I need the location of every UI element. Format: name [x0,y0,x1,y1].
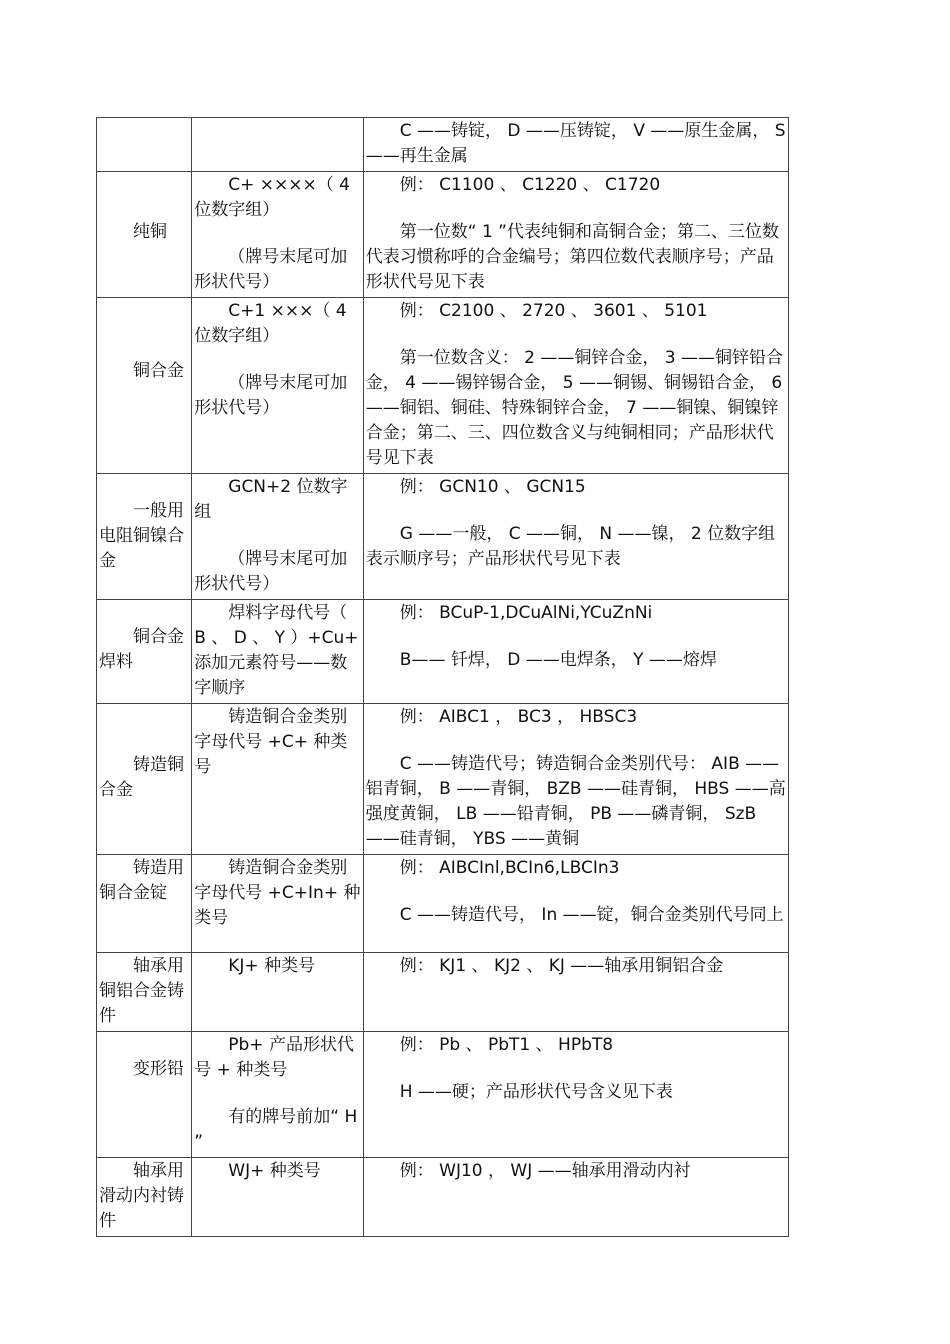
table-row [97,298,789,474]
material-name-cell [97,298,192,474]
designation-format-cell [192,1032,363,1158]
material-name: 铸造铜合金 [99,755,184,800]
material-name: 变形铅 [133,1059,184,1079]
table-row [97,474,789,600]
format-text: Pb+ 产品形状代号 + 种类号 [194,1035,354,1080]
example-text: 例： C1100 、 C1220 、 C1720 [399,175,661,195]
example-explanation: 第一位数含义： 2 ——铜锌合金， 3 ——铜锌铅合金， 4 ——锡锌锡合金， 5 ——铜锡、铜锡铅合金， 6 ——铜铝、铜硅、特殊铜锌合金， 7 ——铜镍、铜镍锌合金；第二、三、四位数含义与纯铜相同；产品形状代号见下表 [365,348,783,468]
example-explanation: B—— 钎焊， D ——电焊条， Y ——熔焊 [399,650,717,670]
example-text: 例： BCuP-1,DCuAlNi,YCuZnNi [399,603,653,623]
designation-format-cell [192,1158,363,1237]
format-note: （牌号末尾可加形状代号） [194,247,348,292]
material-name: 铸造用铜合金锭 [99,858,184,903]
format-text: C+1 ×××（ 4 位数字组） [194,301,347,346]
example-text: 例： GCN10 、 GCN15 [399,477,586,497]
format-note: （牌号末尾可加形状代号） [194,373,348,418]
material-name-cell [97,118,192,172]
format-text: WJ+ 种类号 [228,1161,321,1181]
table-row [97,855,789,953]
designation-format-cell [192,172,363,298]
format-text: C+ ××××（ 4 位数字组） [194,175,350,220]
material-name: 铜合金焊料 [99,627,184,672]
designation-format-cell [192,704,363,855]
material-name-cell [97,600,192,704]
format-text: 焊料字母代号（ B 、 D 、 Y ）+Cu+ 添加元素符号——数字顺序 [194,603,359,698]
example-text: 例： AIBCInl,BCIn6,LBCIn3 [399,858,620,878]
example-explanation: H ——硬；产品形状代号含义见下表 [399,1082,673,1102]
example-cell [363,1158,788,1237]
example-text: C ——铸锭， D ——压铸锭， V ——原生金属， S ——再生金属 [365,121,786,166]
example-cell [363,172,788,298]
example-cell [363,855,788,953]
example-cell [363,1032,788,1158]
example-text: 例： WJ10 ， WJ ——轴承用滑动内衬 [399,1161,691,1181]
format-text: KJ+ 种类号 [228,956,316,976]
example-cell [363,474,788,600]
material-name: 一般用电阻铜镍合金 [99,501,184,571]
example-cell [363,953,788,1032]
format-text: 铸造铜合金类别字母代号 +C+ 种类号 [194,707,348,777]
example-explanation: G ——一般， C ——铜， N ——镍， 2 位数字组表示顺序号；产品形状代号见下表 [365,524,776,569]
example-cell [363,298,788,474]
example-text: 例： KJ1 、 KJ2 、 KJ ——轴承用铜铝合金 [399,956,724,976]
example-explanation: C ——铸造代号；铸造铜合金类别代号： AIB ——铝青铜， B ——青铜， BZB ——硅青铜， HBS ——高强度黄铜， LB ——铅青铜， PB ——磷青铜， SzB ——硅青铜， YBS ——黄铜 [365,754,786,849]
example-explanation: C ——铸造代号， In ——锭，铜合金类别代号同上 [399,905,784,925]
designation-format-cell [192,855,363,953]
table-row [97,600,789,704]
example-text: 例： C2100 、 2720 、 3601 、 5101 [399,301,708,321]
table-row [97,172,789,298]
material-name-cell [97,953,192,1032]
material-name-cell [97,1032,192,1158]
table-row [97,1032,789,1158]
format-text: 铸造铜合金类别字母代号 +C+In+ 种类号 [194,858,361,928]
designation-format-cell [192,118,363,172]
designation-format-cell [192,953,363,1032]
designation-format-cell [192,298,363,474]
table-row [97,1158,789,1237]
material-name: 轴承用滑动内衬铸件 [99,1161,184,1231]
table-row [97,118,789,172]
designation-format-cell [192,600,363,704]
material-name-cell [97,855,192,953]
example-cell [363,118,788,172]
material-name-cell [97,172,192,298]
format-text: GCN+2 位数字组 [194,477,348,522]
material-name-cell [97,1158,192,1237]
example-cell [363,704,788,855]
example-text: 例： AIBC1 ， BC3 ， HBSC3 [399,707,638,727]
table-row [97,704,789,855]
format-note: （牌号末尾可加形状代号） [194,549,348,594]
material-name-cell [97,474,192,600]
example-explanation: 第一位数“ 1 ”代表纯铜和高铜合金；第二、三位数代表习惯称呼的合金编号；第四位数代表顺序号；产品形状代号见下表 [365,222,779,292]
format-note: 有的牌号前加“ H ” [194,1107,358,1152]
example-text: 例： Pb 、 PbT1 、 HPbT8 [399,1035,614,1055]
material-name: 轴承用铜铝合金铸件 [99,956,184,1026]
material-name: 纯铜 [133,222,167,242]
alloy-designation-table [96,117,789,1237]
material-name: 铜合金 [133,361,184,381]
table-row [97,953,789,1032]
designation-format-cell [192,474,363,600]
material-name-cell [97,704,192,855]
example-cell [363,600,788,704]
